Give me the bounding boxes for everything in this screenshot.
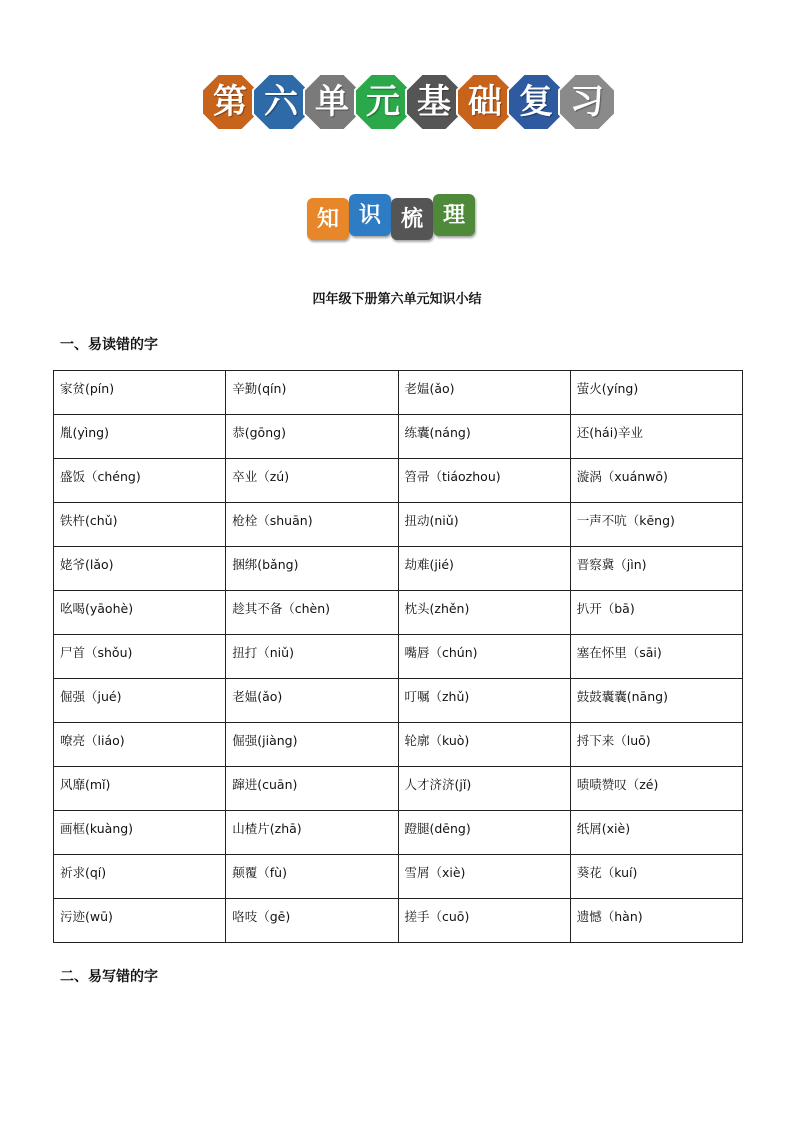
table-cell: 人才济济(jǐ) <box>398 767 570 811</box>
title-banner <box>200 72 620 134</box>
table-cell: 啧啧赞叹（zé) <box>570 767 742 811</box>
table-cell: 老媪(ǎo) <box>226 679 398 723</box>
table-cell: 捆绑(bǎng) <box>226 547 398 591</box>
table-cell: 搓手（cuō) <box>398 899 570 943</box>
table-cell: 劫难(jié) <box>398 547 570 591</box>
table-cell: 咯吱（gē) <box>226 899 398 943</box>
table-cell: 遗憾（hàn) <box>570 899 742 943</box>
table-cell: 盛饭（chéng) <box>54 459 226 503</box>
banner-char: 基 <box>417 82 451 122</box>
table-cell: 祈求(qí) <box>54 855 226 899</box>
table-cell: 练囊(náng) <box>398 415 570 459</box>
section-heading-easy-miswrite: 二、易写错的字 <box>60 969 158 985</box>
table-row <box>54 591 743 635</box>
table-cell: 尸首（shǒu) <box>54 635 226 679</box>
table-row <box>54 811 743 855</box>
table-cell: 胤(yìng) <box>54 415 226 459</box>
table-cell: 扒开（bā) <box>570 591 742 635</box>
section-banner-char: 识 <box>358 202 381 228</box>
table-cell: 扭动(niǔ) <box>398 503 570 547</box>
table-cell: 轮廓（kuò) <box>398 723 570 767</box>
table-cell: 风靡(mǐ) <box>54 767 226 811</box>
table-cell: 漩涡（xuánwō) <box>570 459 742 503</box>
table-row <box>54 547 743 591</box>
table-cell: 雪屑（xiè) <box>398 855 570 899</box>
banner-char: 复 <box>519 82 553 122</box>
table-cell: 鼓鼓囊囊(nāng) <box>570 679 742 723</box>
table-cell: 蹿进(cuān) <box>226 767 398 811</box>
table-cell: 卒业（zú) <box>226 459 398 503</box>
table-row <box>54 679 743 723</box>
table-row <box>54 723 743 767</box>
table-cell: 笤帚（tiáozhou) <box>398 459 570 503</box>
table-cell: 吆喝(yāohè) <box>54 591 226 635</box>
pinyin-table <box>53 370 743 943</box>
banner-char: 元 <box>366 82 400 122</box>
table-cell: 蹬腿(dēng) <box>398 811 570 855</box>
table-cell: 恭(gōng) <box>226 415 398 459</box>
table-row <box>54 855 743 899</box>
table-cell: 嘴唇（chún) <box>398 635 570 679</box>
table-cell: 叮嘱（zhǔ) <box>398 679 570 723</box>
table-cell: 污迹(wū) <box>54 899 226 943</box>
section-banner-char: 知 <box>316 206 339 232</box>
table-cell: 趁其不备（chèn) <box>226 591 398 635</box>
table-cell: 嘹亮（liáo) <box>54 723 226 767</box>
document-title: 四年级下册第六单元知识小结 <box>312 292 482 307</box>
table-row <box>54 371 743 415</box>
section-banner-char: 理 <box>442 202 465 228</box>
banner-tile <box>557 72 617 132</box>
table-row <box>54 503 743 547</box>
table-row <box>54 415 743 459</box>
section-banner <box>307 194 487 240</box>
table-cell: 枕头(zhěn) <box>398 591 570 635</box>
table-row <box>54 899 743 943</box>
section-heading-easy-misread: 一、易读错的字 <box>60 337 158 353</box>
table-cell: 葵花（kuí) <box>570 855 742 899</box>
table-cell: 辛勤(qín) <box>226 371 398 415</box>
section-banner-tile <box>391 198 433 240</box>
table-cell: 姥爷(lǎo) <box>54 547 226 591</box>
table-cell: 颠覆（fù) <box>226 855 398 899</box>
banner-char: 习 <box>570 82 604 122</box>
table-cell: 扭打（niǔ) <box>226 635 398 679</box>
table-cell: 老媪(ǎo) <box>398 371 570 415</box>
banner-char: 第 <box>213 82 247 122</box>
table-row <box>54 635 743 679</box>
banner-char: 单 <box>315 82 349 122</box>
table-cell: 萤火(yíng) <box>570 371 742 415</box>
table-cell: 山楂片(zhā) <box>226 811 398 855</box>
section-banner-tile <box>349 194 391 236</box>
table-cell: 倔强(jiàng) <box>226 723 398 767</box>
section-banner-char: 梳 <box>400 206 423 232</box>
table-cell: 铁杵(chǔ) <box>54 503 226 547</box>
table-cell: 塞在怀里（sāi) <box>570 635 742 679</box>
banner-char: 六 <box>264 82 298 122</box>
table-cell: 家贫(pín) <box>54 371 226 415</box>
table-cell: 纸屑(xiè) <box>570 811 742 855</box>
table-cell: 倔强（jué) <box>54 679 226 723</box>
table-cell: 一声不吭（kēng) <box>570 503 742 547</box>
table-cell: 还(hái)辛业 <box>570 415 742 459</box>
section-banner-tile <box>433 194 475 236</box>
table-row <box>54 767 743 811</box>
table-row <box>54 459 743 503</box>
table-cell: 枪栓（shuān) <box>226 503 398 547</box>
table-cell: 捋下来（luō) <box>570 723 742 767</box>
table-cell: 画框(kuàng) <box>54 811 226 855</box>
banner-char: 础 <box>468 82 502 122</box>
table-cell: 晋察冀（jìn) <box>570 547 742 591</box>
section-banner-tile <box>307 198 349 240</box>
